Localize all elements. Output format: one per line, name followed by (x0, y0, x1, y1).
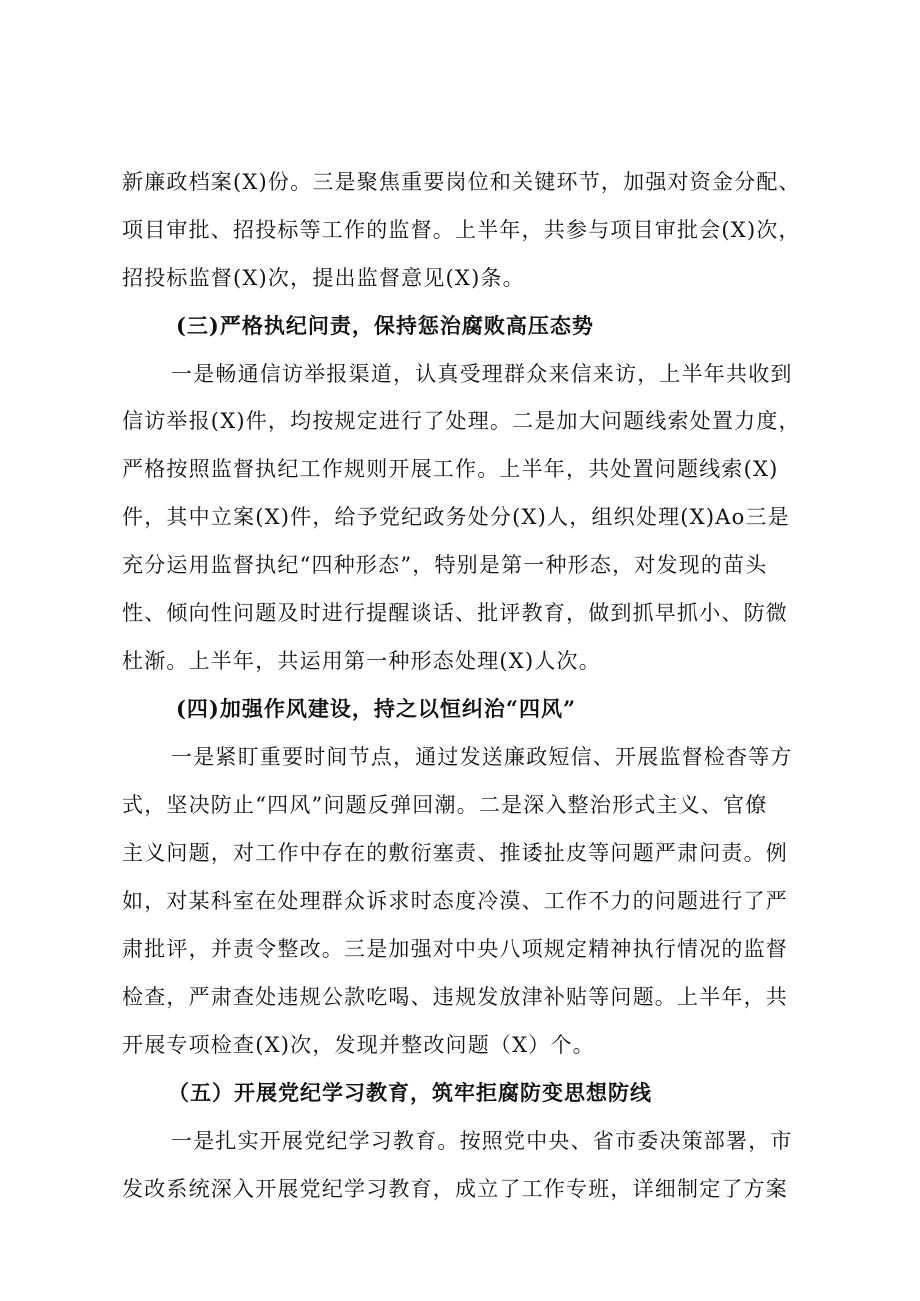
paragraph-line: 严格按照监督执纪工作规则开展工作。上半年，共处置问题线索(X) (122, 457, 779, 481)
paragraph-line: 一是畅通信访举报渠道，认真受理群众来信来访，上半年共收到 (171, 362, 793, 386)
paragraph-line: 杜渐。上半年，共运用第一种形态处理(X)人次。 (122, 649, 601, 673)
paragraph-line: 肃批评，并责令整改。三是加强对中央八项规定精神执行情况的监督 (122, 937, 788, 961)
paragraph-line: 检查，严肃查处违规公款吃喝、违规发放津补贴等问题。上半年，共 (122, 985, 788, 1009)
paragraph-line: 充分运用监督执纪“四种形态”，特别是第一种形态，对发现的苗头 (122, 553, 768, 577)
section-heading-5: （五）开展党纪学习教育，筑牢拒腐防变思想防线 (168, 1080, 652, 1105)
section-heading-3: (三)严格执纪问责，保持惩治腐败高压态势 (176, 313, 594, 338)
paragraph-line: 如，对某科室在处理群众诉求时态度冷漠、工作不力的问题进行了严 (122, 889, 788, 913)
paragraph-line: 项目审批、招投标等工作的监督。上半年，共参与项目审批会(X)次， (122, 218, 801, 242)
paragraph-line: 开展专项检查(X)次，发现并整改问题（X）个。 (122, 1033, 595, 1057)
paragraph-line: 主义问题，对工作中存在的敷衍塞责、推诿扯皮等问题严肃问责。例 (122, 841, 788, 865)
paragraph-line: 式，坚决防止“四风”问题反弹回潮。二是深入整治形式主义、官僚 (122, 793, 768, 817)
paragraph-line: 件，其中立案(X)件，给予党纪政务处分(X)人，组织处理(X)Ao三是 (122, 505, 790, 529)
paragraph-line: 性、倾向性问题及时进行提醒谈话、批评教育，做到抓早抓小、防微 (122, 601, 788, 625)
section-heading-4: (四)加强作风建设，持之以恒纠治“四风” (176, 696, 577, 721)
paragraph-line: 信访举报(X)件，均按规定进行了处理。二是加大问题线索处置力度， (122, 409, 801, 433)
paragraph-line: 招投标监督(X)次，提出监督意见(X)条。 (122, 266, 525, 290)
paragraph-line: 发改系统深入开展党纪学习教育，成立了工作专班，详细制定了方案 (122, 1177, 788, 1201)
paragraph-line: 新廉政档案(X)份。三是聚焦重要岗位和关键环节，加强对资金分配、 (122, 170, 801, 194)
paragraph-line: 一是扎实开展党纪学习教育。按照党中央、省市委决策部署，市 (171, 1129, 793, 1153)
paragraph-line: 一是紧盯重要时间节点，通过发送廉政短信、开展监督检杳等方 (171, 745, 793, 769)
